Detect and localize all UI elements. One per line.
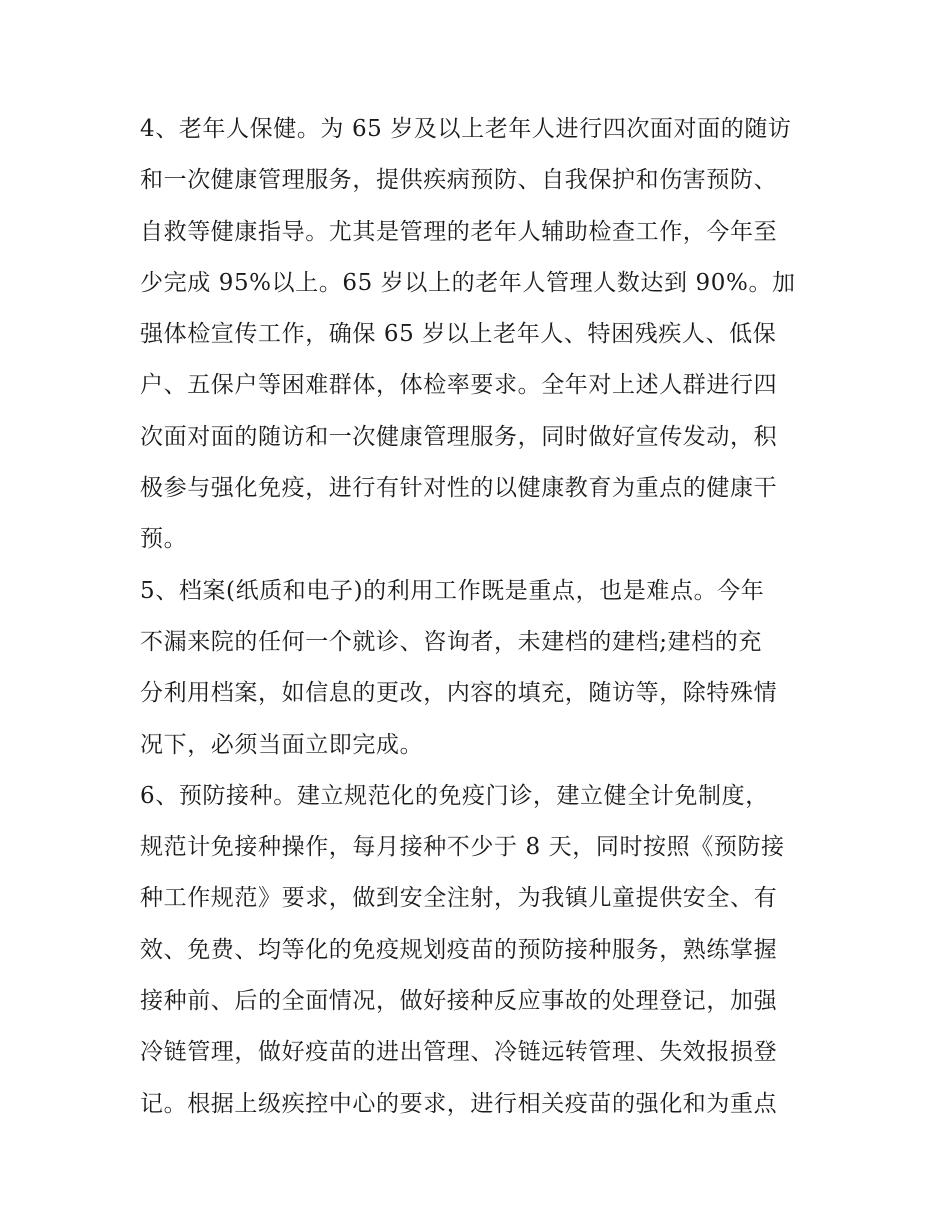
text-line: 次面对面的随访和一次健康管理服务，同时做好宣传发动，积 [140, 423, 778, 450]
text-line: 户、五保户等困难群体，体检率要求。全年对上述人群进行四 [140, 372, 778, 399]
text-line: 不漏来院的任何一个就诊、咨询者，未建档的建档;建档的充 [140, 628, 762, 655]
paragraph-vaccination [140, 771, 820, 1130]
text-line: 效、免费、均等化的免疫规划疫苗的预防接种服务，熟练掌握 [140, 936, 778, 963]
text-line: 6、预防接种。建立规范化的免疫门诊，建立健全计免制度， [140, 782, 769, 809]
text-line: 预。 [140, 526, 188, 553]
text-line: 冷链管理，做好疫苗的进出管理、冷链远转管理、失效报损登 [140, 1039, 778, 1066]
text-line: 记。根据上级疾控中心的要求，进行相关疫苗的强化和为重点 [140, 1090, 778, 1117]
text-line: 4、老年人保健。为 65 岁及以上老年人进行四次面对面的随访 [140, 116, 792, 142]
text-line: 5、档案(纸质和电子)的利用工作既是重点，也是难点。今年 [140, 577, 765, 604]
text-line: 况下，必须当面立即完成。 [140, 731, 424, 758]
text-line: 极参与强化免疫，进行有针对性的以健康教育为重点的健康干 [140, 475, 778, 502]
document-body [140, 104, 820, 1130]
paragraph-elderly-care [140, 104, 820, 566]
paragraph-health-records [140, 566, 820, 771]
text-line: 分利用档案，如信息的更改，内容的填充，随访等，除特殊情 [140, 680, 778, 707]
text-line: 自救等健康指导。尤其是管理的老年人辅助检查工作，今年至 [140, 218, 778, 245]
text-line: 和一次健康管理服务，提供疾病预防、自我保护和伤害预防、 [140, 167, 778, 194]
text-line: 种工作规范》要求，做到安全注射，为我镇儿童提供安全、有 [140, 885, 778, 912]
text-line: 规范计免接种操作，每月接种不少于 8 天，同时按照《预防接 [140, 834, 785, 861]
text-line: 少完成 95%以上。65 岁以上的老年人管理人数达到 90%。加 [140, 269, 796, 296]
text-line: 强体检宣传工作，确保 65 岁以上老年人、特困残疾人、低保 [140, 321, 777, 348]
text-line: 接种前、后的全面情况，做好接种反应事故的处理登记，加强 [140, 988, 778, 1015]
